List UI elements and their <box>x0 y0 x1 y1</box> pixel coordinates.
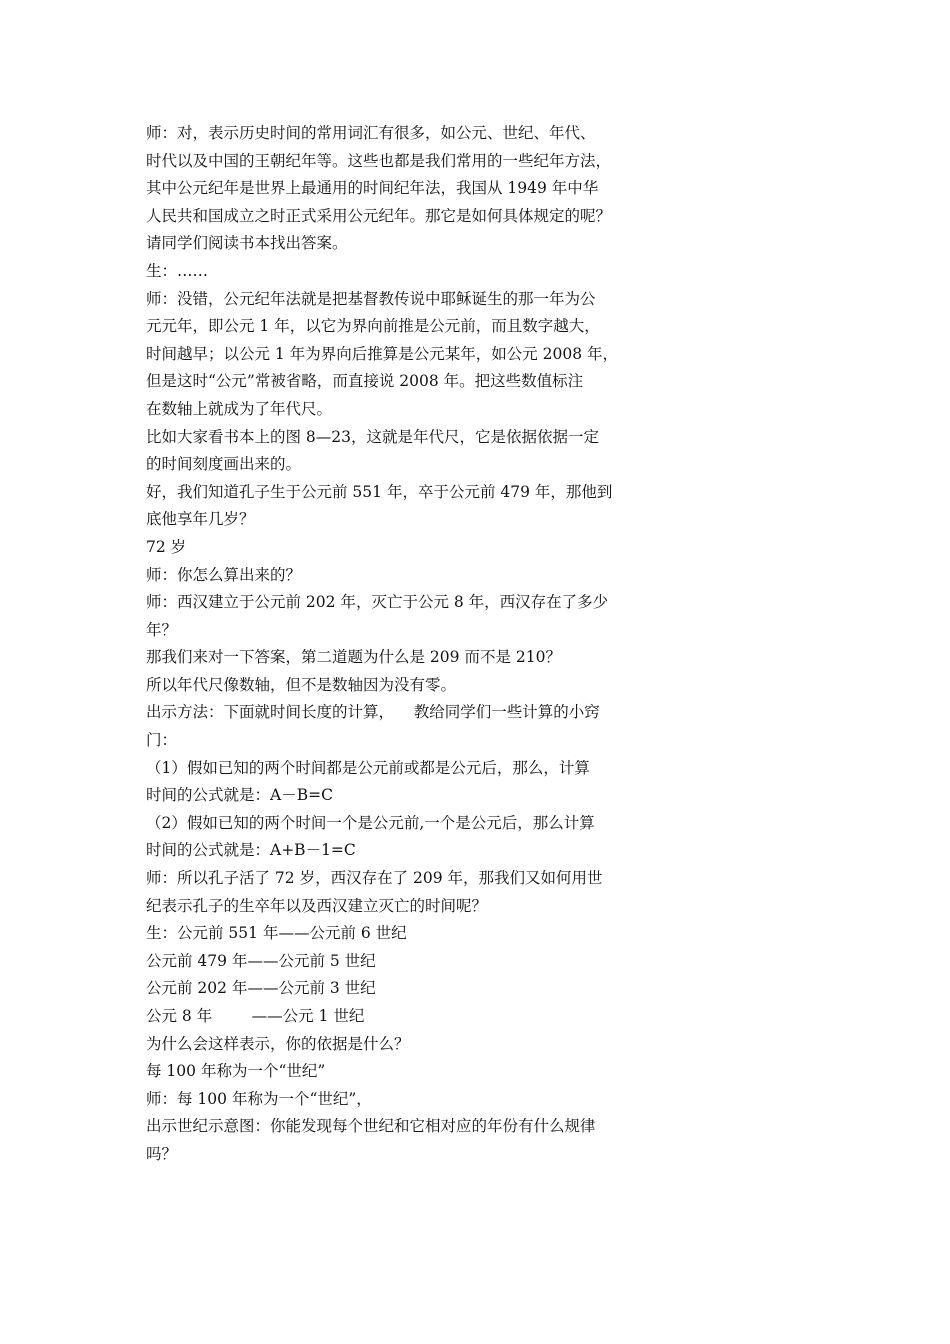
text-line: 出示方法：下面就时间长度的计算， 教给同学们一些计算的小窍 <box>146 703 600 722</box>
text-line: 师：你怎么算出来的？ <box>146 565 302 584</box>
text-line: 公元 8 年 ——公元 1 世纪 <box>146 1007 365 1025</box>
text-line: 的时间刻度画出来的。 <box>146 455 302 474</box>
text-line: 纪表示孔子的生卒年以及西汉建立灭亡的时间呢？ <box>146 896 488 915</box>
text-line: 吗？ <box>146 1144 178 1163</box>
text-line: 时间的公式就是：A－B=C <box>146 786 333 805</box>
text-line: 生：…… <box>146 261 209 280</box>
text-line: 在数轴上就成为了年代尺。 <box>146 399 333 418</box>
text-line: 比如大家看书本上的图 8—23，这就是年代尺，它是依据依据一定 <box>146 427 600 446</box>
text-line: 时间的公式就是：A+B－1=C <box>146 841 356 860</box>
text-line: 师：所以孔子活了 72 岁，西汉存在了 209 年，那我们又如何用世 <box>146 869 603 888</box>
text-line: 元元年，即公元 1 年，以它为界向前推是公元前，而且数字越大， <box>146 317 600 336</box>
text-line: 为什么会这样表示，你的依据是什么？ <box>146 1034 410 1053</box>
text-line: 公元前 479 年——公元前 5 世纪 <box>146 951 376 970</box>
text-line: 师：每 100 年称为一个“世纪”， <box>146 1089 372 1108</box>
text-line: 人民共和国成立之时正式采用公元纪年。那它是如何具体规定的呢？ <box>146 206 612 225</box>
text-line: 但是这时“公元”常被省略，而直接说 2008 年。把这些数值标注 <box>146 372 584 391</box>
text-line: 72 岁 <box>146 537 187 556</box>
text-line: 公元前 202 年——公元前 3 世纪 <box>146 979 376 998</box>
text-line: 出示世纪示意图：你能发现每个世纪和它相对应的年份有什么规律 <box>146 1117 596 1136</box>
text-line: 年？ <box>146 620 178 639</box>
text-line: 师：对，表示历史时间的常用词汇有很多，如公元、世纪、年代、 <box>146 124 596 142</box>
text-line: 请同学们阅读书本找出答案。 <box>146 234 348 253</box>
text-line: 师：没错，公元纪年法就是把基督教传说中耶稣诞生的那一年为公 <box>146 289 596 308</box>
text-line: 每 100 年称为一个“世纪” <box>146 1062 326 1081</box>
text-line: 好，我们知道孔子生于公元前 551 年，卒于公元前 479 年，那他到 <box>146 482 613 501</box>
text-line: 时代以及中国的王朝纪年等。这些也都是我们常用的一些纪年方法， <box>146 151 612 170</box>
text-line: 那我们来对一下答案，第二道题为什么是 209 而不是 210？ <box>146 648 561 667</box>
text-line: 所以年代尺像数轴，但不是数轴因为没有零。 <box>146 675 457 694</box>
text-line: 其中公元纪年是世界上最通用的时间纪年法，我国从 1949 年中华 <box>146 179 599 198</box>
text-line: 底他享年几岁？ <box>146 510 255 529</box>
text-line: （1）假如已知的两个时间都是公元前或都是公元后，那么，计算 <box>146 758 590 777</box>
text-line: 师：西汉建立于公元前 202 年，灭亡于公元 8 年，西汉存在了多少 <box>146 593 609 612</box>
text-line: 门： <box>146 731 178 750</box>
text-line: 时间越早；以公元 1 年为界向后推算是公元某年，如公元 2008 年， <box>146 344 619 363</box>
text-line: 生：公元前 551 年——公元前 6 世纪 <box>146 924 407 943</box>
text-line: （2）假如已知的两个时间一个是公元前,一个是公元后，那么计算 <box>146 813 595 832</box>
document-body <box>146 120 646 1169</box>
